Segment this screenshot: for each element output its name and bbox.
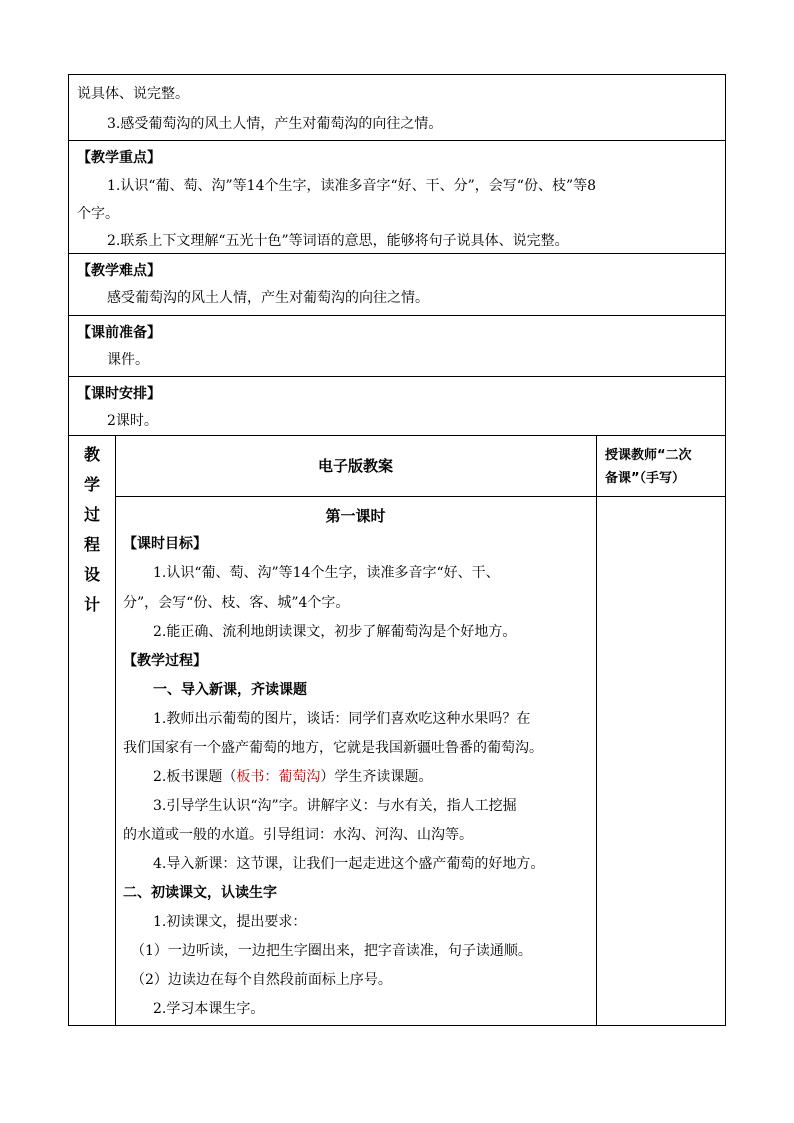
text-line: 4.导入新课：这节课，让我们一起走进这个盛产葡萄的好地方。 [153,856,545,872]
side-label-char: 设 [83,565,100,584]
section-heading: 【教学过程】 [123,653,207,669]
text-line: 我们国家有一个盛产葡萄的地方，它就是我国新疆吐鲁番的葡萄沟。 [123,740,543,756]
text-line: 3.感受葡萄沟的风土人情，产生对葡萄沟的向往之情。 [107,116,443,132]
section-heading: 【教学重点】 [77,150,161,166]
text-fragment: ）学生齐读课题。 [320,769,433,785]
text-line: （1）一边听读，一边把生字圈出来，把字音读准，句子读通顺。 [131,943,532,959]
text-line: 2.学习本课生字。 [153,1001,265,1017]
objectives-continuation-box [68,74,726,141]
text-line: 1.初读课文，提出要求： [153,914,307,930]
text-line [153,767,432,787]
column-header-plan: 电子版教案 [317,457,393,475]
side-label-char: 计 [83,595,100,614]
section-heading: 【课时安排】 [77,386,161,402]
text-line: 的水道或一般的水道。引导组词：水沟、河沟、山沟等。 [123,827,473,843]
text-line: 1.教师出示葡萄的图片，谈话：同学们喜欢吃这种水果吗？在 [153,711,531,727]
text-line: 1.认识“葡、萄、沟”等14个生字，读准多音字“好、干、分”，会写“份、枝”等8 [107,178,597,194]
text-fragment: 2.板书课题（ [153,769,237,785]
board-note: 板书：葡萄沟 [236,769,321,785]
text-line: 1.认识“葡、萄、沟”等14个生字，读准多音字“好、干、 [153,565,500,581]
preparation-box [68,315,726,377]
text-line: 2.能正确、流利地朗读课文，初步了解葡萄沟是个好地方。 [153,624,517,640]
text-line: 3.引导学生认识“沟”字。讲解字义：与水有关，指人工挖掘 [153,798,517,814]
side-label-char: 教 [83,445,100,464]
text-line: 分”，会写“份、枝、客、城”4个字。 [123,595,350,611]
key-points-box [68,140,726,254]
text-line: 说具体、说完整。 [77,86,189,102]
section-heading: 【课前准备】 [77,325,161,341]
side-label-char: 过 [83,505,100,524]
section-heading: 【课时目标】 [123,536,207,552]
lesson-title: 第一课时 [325,507,386,525]
schedule-box [68,376,726,436]
side-label-char: 程 [83,535,100,554]
text-line: 课件。 [107,352,149,368]
subsection-heading: 一、导入新课，齐读课题 [153,682,307,698]
column-divider [596,436,597,1025]
text-line: （2）边读边在每个自然段前面标上序号。 [131,972,392,988]
section-heading: 【教学难点】 [77,263,161,279]
text-line: 感受葡萄沟的风土人情，产生对葡萄沟的向往之情。 [107,290,429,306]
text-line: 2课时。 [107,413,158,429]
text-line: 个字。 [77,206,119,222]
column-header-teacher: 授课教师“二次 [605,448,692,463]
lesson-plan-page [68,74,726,1025]
column-header-teacher: 备课”（手写） [605,471,686,486]
subsection-heading: 二、初读课文，认读生字 [123,885,277,901]
text-line: 2.联系上下文理解“五光十色”等词语的意思，能够将句子说具体、说完整。 [107,233,569,249]
row-divider [115,496,725,497]
difficulties-box [68,253,726,316]
side-label-char: 学 [83,475,100,494]
teaching-process-table [68,435,726,1026]
